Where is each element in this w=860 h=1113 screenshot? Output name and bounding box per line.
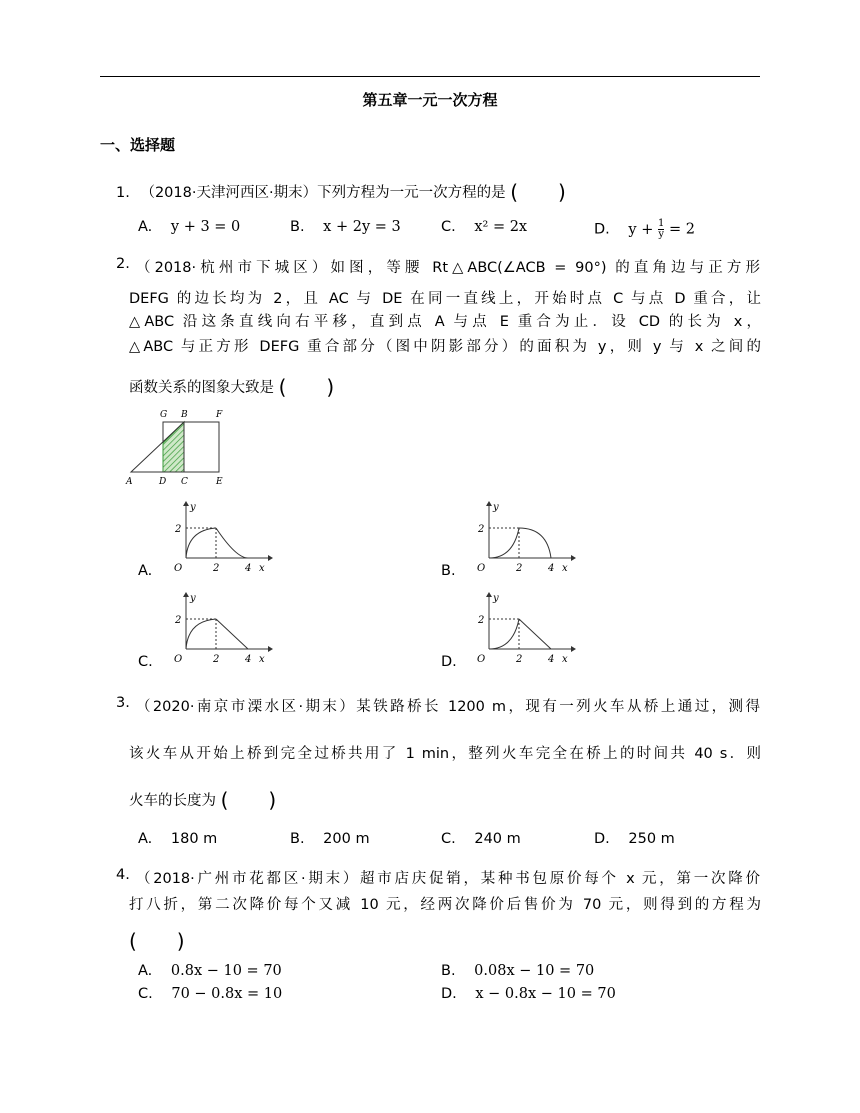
- y-axis-label: y: [190, 593, 196, 604]
- x-axis-label: x: [259, 563, 265, 574]
- option-label: C.: [138, 986, 153, 1002]
- question-4-number: 4.: [116, 867, 130, 883]
- question-2-line-5: [129, 371, 334, 400]
- y-axis-label: y: [493, 593, 499, 604]
- option-label: C.: [441, 219, 456, 235]
- q3-option-d[interactable]: [594, 831, 675, 847]
- y-axis-label: y: [190, 502, 196, 513]
- answer-blank: ( ): [129, 929, 185, 953]
- option-equation-rhs: = 2: [668, 221, 695, 238]
- x-axis-label: x: [562, 654, 568, 665]
- origin-label: O: [477, 654, 486, 665]
- origin-label: O: [174, 563, 183, 574]
- x-axis-label: x: [259, 654, 265, 665]
- option-label: A.: [138, 963, 153, 979]
- y-tick-label: 2: [175, 615, 182, 626]
- q2-graph-a[interactable]: [158, 500, 273, 578]
- question-2-line-4: △ABC 与正方形 DEFG 重合部分（图中阴影部分）的面积为 y，则 y 与 x 之间的: [129, 339, 761, 355]
- option-label: D.: [594, 831, 610, 847]
- y-tick-label: 2: [478, 615, 485, 626]
- q1-option-d[interactable]: [594, 219, 695, 240]
- point-label-c: C: [181, 477, 188, 487]
- q3-option-c[interactable]: [441, 831, 521, 847]
- question-2-line-3: △ABC 沿这条直线向右平移，直到点 A 与点 E 重合为止．设 CD 的长为 x，: [129, 314, 761, 330]
- y-tick-label: 2: [478, 524, 485, 535]
- option-equation: x − 0.8x − 10 = 70: [475, 986, 616, 1002]
- option-equation: y + 3 = 0: [170, 219, 241, 235]
- q4-option-a[interactable]: [138, 963, 282, 979]
- q2-option-b-label[interactable]: B.: [441, 563, 456, 579]
- question-2-line-1: （2018·杭州市下城区）如图，等腰 Rt△ABC(∠ACB = 90°) 的直角边与正方形: [136, 260, 760, 276]
- point-label-g: G: [160, 410, 168, 420]
- fraction: [658, 219, 664, 240]
- q3-option-b[interactable]: [290, 831, 370, 847]
- option-equation: x + 2y = 3: [323, 219, 401, 235]
- question-2-line-2: DEFG 的边长均为 2，且 AC 与 DE 在同一直线上，开始时点 C 与点 D 重合，让: [129, 291, 761, 307]
- point-label-f: F: [216, 410, 223, 420]
- x-tick-label: 4: [548, 654, 555, 665]
- answer-blank: ( ): [278, 375, 335, 399]
- q2-graph-c[interactable]: [158, 591, 273, 669]
- page-title: 第五章一元一次方程: [362, 91, 498, 109]
- question-3-line-2: 该火车从开始上桥到完全过桥共用了 1 min，整列火车完全在桥上的时间共 40 s．则: [129, 746, 761, 762]
- answer-blank: ( ): [220, 788, 277, 812]
- point-label-e: E: [216, 477, 223, 487]
- header-rule: [100, 76, 760, 77]
- question-number: 1.: [116, 185, 130, 201]
- point-label-b: B: [181, 410, 188, 420]
- option-label: B.: [441, 963, 456, 979]
- x-tick-label: 4: [245, 654, 252, 665]
- q4-option-c[interactable]: [138, 986, 282, 1002]
- question-text: 函数关系的图象大致是: [129, 380, 274, 396]
- shaded-overlap: [163, 422, 184, 472]
- fraction-denominator: y: [658, 229, 664, 240]
- question-3-line-3: [129, 784, 276, 813]
- question-4-answer-blank: [129, 925, 185, 954]
- x-tick-label: 2: [213, 654, 220, 665]
- option-label: B.: [290, 831, 305, 847]
- x-axis-label: x: [562, 563, 568, 574]
- y-axis-label: y: [493, 502, 499, 513]
- q3-option-a[interactable]: [138, 831, 217, 847]
- point-label-a: A: [126, 477, 133, 487]
- q2-option-d-label[interactable]: D.: [441, 654, 457, 670]
- q2-graph-b[interactable]: [461, 500, 576, 578]
- option-label: C.: [441, 831, 456, 847]
- option-text: 200 m: [323, 831, 370, 847]
- question-text: （2018·天津河西区·期末）下列方程为一元一次方程的是: [140, 185, 506, 201]
- x-tick-label: 4: [548, 563, 555, 574]
- question-2-number: 2.: [116, 256, 130, 272]
- option-label: D.: [594, 221, 610, 238]
- question-1: [116, 176, 566, 205]
- option-text: 180 m: [170, 831, 218, 847]
- q1-option-c[interactable]: [441, 219, 527, 235]
- x-tick-label: 4: [245, 563, 252, 574]
- option-text: 240 m: [474, 831, 521, 847]
- option-label: D.: [441, 986, 457, 1002]
- question-text: 火车的长度为: [129, 793, 216, 809]
- question-4-line-1: （2018·广州市花都区·期末）超市店庆促销，某种书包原价每个 x 元，第一次降价: [136, 871, 760, 887]
- q2-option-c-label[interactable]: C.: [138, 654, 153, 670]
- point-label-d: D: [159, 477, 167, 487]
- option-label: A.: [138, 831, 153, 847]
- option-equation: 0.08x − 10 = 70: [474, 963, 595, 979]
- x-tick-label: 2: [213, 563, 220, 574]
- option-equation: x² = 2x: [474, 219, 528, 235]
- origin-label: O: [174, 654, 183, 665]
- question-4-line-2: 打八折，第二次降价每个又减 10 元，经两次降价后售价为 70 元，则得到的方程为: [129, 897, 761, 913]
- y-tick-label: 2: [175, 524, 182, 535]
- option-text: 250 m: [628, 831, 675, 847]
- q1-option-b[interactable]: [290, 219, 401, 235]
- x-tick-label: 2: [516, 654, 523, 665]
- option-equation: 70 − 0.8x = 10: [171, 986, 283, 1002]
- q2-graph-d[interactable]: [461, 591, 576, 669]
- q2-option-a-label[interactable]: A.: [138, 563, 153, 579]
- section-heading: 一、选择题: [100, 136, 176, 154]
- answer-blank: ( ): [510, 180, 566, 204]
- fraction-numerator: 1: [657, 218, 665, 229]
- triangle-square-figure: [122, 406, 232, 488]
- question-3-number: 3.: [116, 695, 130, 711]
- q4-option-b[interactable]: [441, 963, 594, 979]
- x-tick-label: 2: [516, 563, 523, 574]
- q1-option-a[interactable]: [138, 219, 240, 235]
- option-label: A.: [138, 219, 153, 235]
- option-label: B.: [290, 219, 305, 235]
- question-3-line-1: （2020·南京市溧水区·期末）某铁路桥长 1200 m，现有一列火车从桥上通过，测得: [136, 699, 760, 715]
- option-equation: y +: [628, 221, 654, 238]
- option-equation: 0.8x − 10 = 70: [170, 963, 282, 979]
- origin-label: O: [477, 563, 486, 574]
- q4-option-d[interactable]: [441, 986, 616, 1002]
